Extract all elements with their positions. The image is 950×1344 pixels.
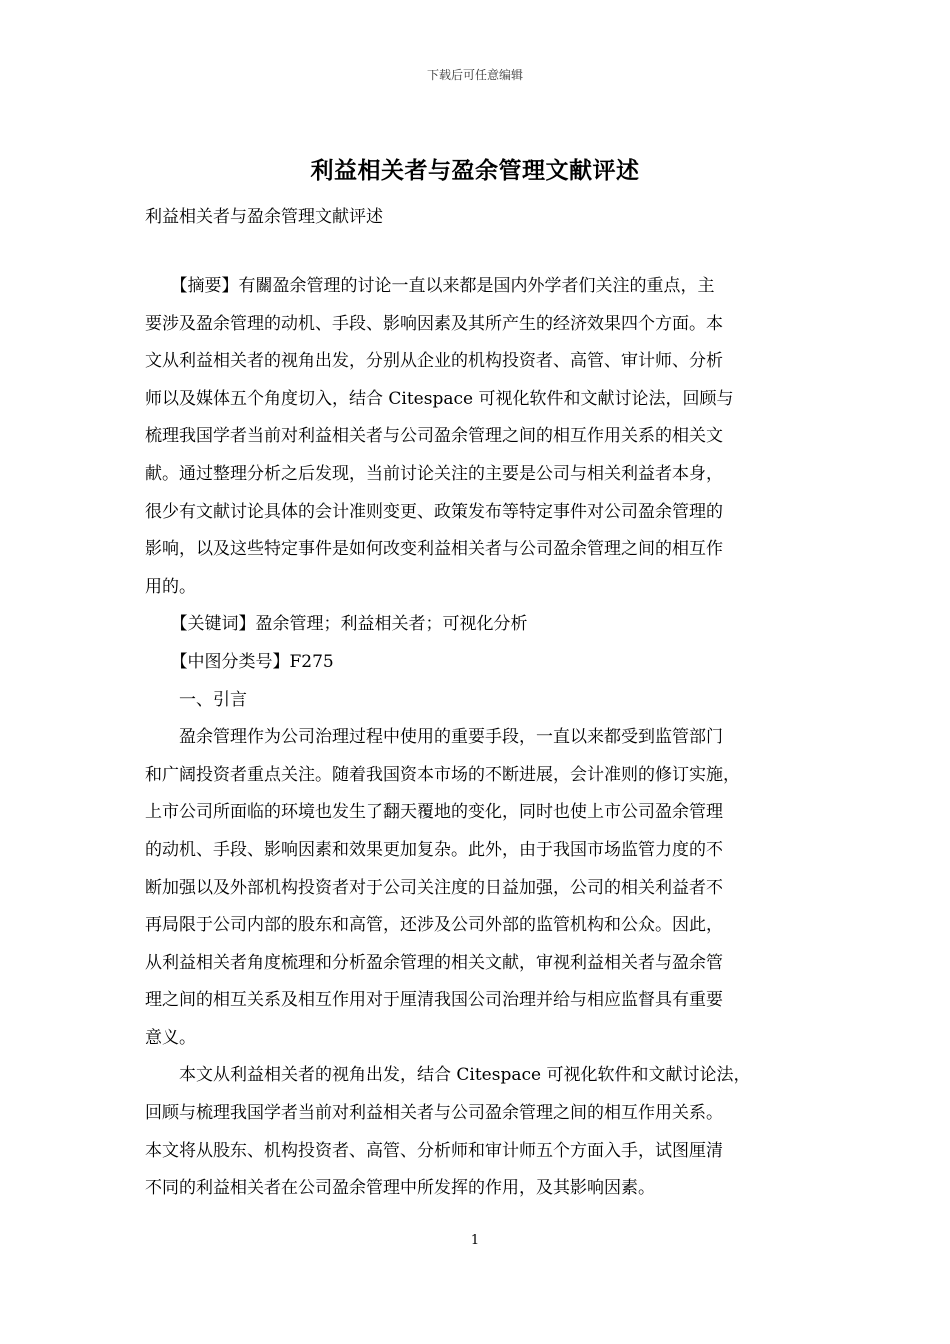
body-line: 上市公司所面临的环境也发生了翻天覆地的变化，同时也使上市公司盈余管理 — [145, 802, 723, 823]
body-line: 意义。 — [145, 1027, 196, 1048]
classification-line: 【中图分类号】F275 — [145, 651, 334, 672]
document-subtitle: 利益相关者与盈余管理文献评述 — [145, 207, 383, 227]
body-line: 从利益相关者角度梳理和分析盈余管理的相关文献，审视利益相关者与盈余管 — [145, 952, 723, 973]
body-line: 文从利益相关者的视角出发，分别从企业的机构投资者、高管、审计师、分析 — [145, 351, 723, 372]
body-line: 断加强以及外部机构投资者对于公司关注度的日益加强，公司的相关利益者不 — [145, 877, 723, 898]
body-line: 本文从利益相关者的视角出发，结合 Citespace 可视化软件和文献讨论法， — [145, 1065, 751, 1086]
document-body — [145, 268, 813, 1208]
section-heading: 一、引言 — [145, 689, 247, 710]
body-line: 【摘要】有關盈余管理的讨论一直以来都是国内外学者们关注的重点，主 — [145, 276, 715, 296]
page-header: 下载后可任意编辑 — [426, 68, 523, 82]
body-line: 盈余管理作为公司治理过程中使用的重要手段，一直以来都受到监管部门 — [145, 727, 723, 748]
document-title: 利益相关者与盈余管理文献评述 — [310, 157, 640, 184]
body-line: 的动机、手段、影响因素和效果更加复杂。此外，由于我国市场监管力度的不 — [145, 839, 723, 860]
body-line: 梳理我国学者当前对利益相关者与公司盈余管理之间的相互作用关系的相关文 — [145, 426, 723, 447]
body-line: 用的。 — [145, 576, 196, 597]
body-line: 再局限于公司内部的股东和高管，还涉及公司外部的监管机构和公众。因此， — [145, 915, 723, 936]
body-line: 和广阔投资者重点关注。随着我国资本市场的不断进展，会计准则的修订实施， — [145, 764, 740, 785]
body-line: 理之间的相互关系及相互作用对于厘清我国公司治理并给与相应监督具有重要 — [145, 990, 723, 1011]
body-line: 影响，以及这些特定事件是如何改变利益相关者与公司盈余管理之间的相互作 — [145, 539, 723, 560]
keywords-line: 【关键词】盈余管理；利益相关者；可视化分析 — [145, 614, 528, 635]
page-number: 1 — [470, 1233, 480, 1248]
body-line: 要涉及盈余管理的动机、手段、影响因素及其所产生的经济效果四个方面。本 — [145, 313, 723, 334]
body-line: 本文将从股东、机构投资者、高管、分析师和审计师五个方面入手，试图厘清 — [145, 1140, 723, 1161]
body-line: 师以及媒体五个角度切入，结合 Citespace 可视化软件和文献讨论法，回顾与 — [145, 388, 734, 409]
body-line: 回顾与梳理我国学者当前对利益相关者与公司盈余管理之间的相互作用关系。 — [145, 1103, 723, 1124]
body-line: 不同的利益相关者在公司盈余管理中所发挥的作用，及其影响因素。 — [145, 1178, 655, 1199]
body-line: 献。通过整理分析之后发现，当前讨论关注的主要是公司与相关利益者本身， — [145, 463, 723, 484]
body-line: 很少有文献讨论具体的会计准则变更、政策发布等特定事件对公司盈余管理的 — [145, 501, 723, 522]
